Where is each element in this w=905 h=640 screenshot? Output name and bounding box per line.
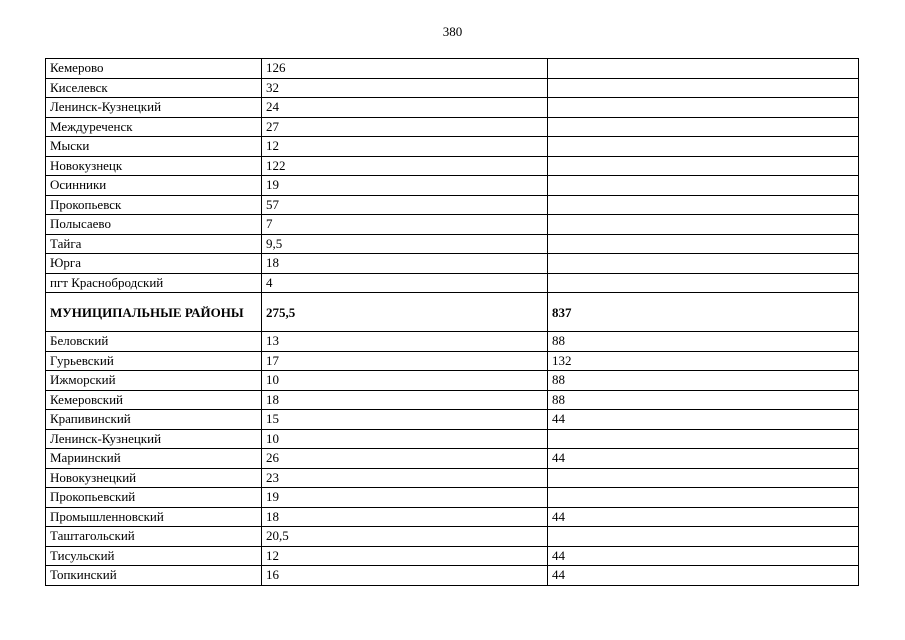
- row-extra-value-cell: [548, 117, 859, 137]
- row-name-cell: Новокузнецк: [46, 156, 262, 176]
- table-row: [46, 546, 859, 566]
- page-number: 380: [442, 24, 463, 39]
- table-row: [46, 488, 859, 508]
- row-value-cell: 19: [262, 176, 548, 196]
- table-body: [46, 59, 859, 586]
- row-extra-value-cell: [548, 195, 859, 215]
- row-extra-value-cell: 837: [548, 293, 859, 332]
- row-extra-value-cell: 44: [548, 507, 859, 527]
- row-name-cell: Тайга: [46, 234, 262, 254]
- table-row: [46, 468, 859, 488]
- row-value-cell: 57: [262, 195, 548, 215]
- table-row: [46, 117, 859, 137]
- row-extra-value-cell: [548, 254, 859, 274]
- row-extra-value-cell: [548, 527, 859, 547]
- row-value-cell: 10: [262, 371, 548, 391]
- table-row: [46, 234, 859, 254]
- table-row: [46, 449, 859, 469]
- row-value-cell: 15: [262, 410, 548, 430]
- row-extra-value-cell: [548, 468, 859, 488]
- row-extra-value-cell: [548, 59, 859, 79]
- table-row: [46, 390, 859, 410]
- row-extra-value-cell: [548, 215, 859, 235]
- row-value-cell: 10: [262, 429, 548, 449]
- row-value-cell: 4: [262, 273, 548, 293]
- row-extra-value-cell: 132: [548, 351, 859, 371]
- row-name-cell: Ленинск-Кузнецкий: [46, 98, 262, 118]
- row-extra-value-cell: [548, 176, 859, 196]
- table-row: [46, 566, 859, 586]
- row-name-cell: Киселевск: [46, 78, 262, 98]
- row-name-cell: Крапивинский: [46, 410, 262, 430]
- row-value-cell: 32: [262, 78, 548, 98]
- table-row: [46, 507, 859, 527]
- table-row: [46, 176, 859, 196]
- row-extra-value-cell: [548, 234, 859, 254]
- table-row: [46, 410, 859, 430]
- row-name-cell: Осинники: [46, 176, 262, 196]
- row-name-cell: Новокузнецкий: [46, 468, 262, 488]
- row-extra-value-cell: [548, 488, 859, 508]
- table-row: [46, 371, 859, 391]
- row-extra-value-cell: [548, 429, 859, 449]
- row-value-cell: 20,5: [262, 527, 548, 547]
- table-row: [46, 254, 859, 274]
- row-extra-value-cell: 88: [548, 371, 859, 391]
- row-extra-value-cell: 88: [548, 390, 859, 410]
- row-name-cell: МУНИЦИПАЛЬНЫЕ РАЙОНЫ: [46, 293, 262, 332]
- table-row: [46, 527, 859, 547]
- table-row: [46, 59, 859, 79]
- table-row: [46, 351, 859, 371]
- table-row: [46, 215, 859, 235]
- row-value-cell: 17: [262, 351, 548, 371]
- row-value-cell: 23: [262, 468, 548, 488]
- table-row: [46, 137, 859, 157]
- row-name-cell: пгт Краснобродский: [46, 273, 262, 293]
- row-value-cell: 12: [262, 137, 548, 157]
- row-name-cell: Полысаево: [46, 215, 262, 235]
- row-value-cell: 24: [262, 98, 548, 118]
- row-extra-value-cell: [548, 98, 859, 118]
- row-name-cell: Промышленновский: [46, 507, 262, 527]
- table-row: [46, 78, 859, 98]
- row-value-cell: 18: [262, 254, 548, 274]
- row-name-cell: Междуреченск: [46, 117, 262, 137]
- row-name-cell: Кемерово: [46, 59, 262, 79]
- row-value-cell: 126: [262, 59, 548, 79]
- row-name-cell: Юрга: [46, 254, 262, 274]
- row-name-cell: Тисульский: [46, 546, 262, 566]
- row-extra-value-cell: 44: [548, 449, 859, 469]
- row-extra-value-cell: 44: [548, 410, 859, 430]
- row-value-cell: 26: [262, 449, 548, 469]
- row-name-cell: Таштагольский: [46, 527, 262, 547]
- row-value-cell: 16: [262, 566, 548, 586]
- row-extra-value-cell: 44: [548, 566, 859, 586]
- row-name-cell: Топкинский: [46, 566, 262, 586]
- row-extra-value-cell: [548, 156, 859, 176]
- row-name-cell: Беловский: [46, 332, 262, 352]
- row-value-cell: 275,5: [262, 293, 548, 332]
- table-section-row: [46, 293, 859, 332]
- row-value-cell: 9,5: [262, 234, 548, 254]
- row-name-cell: Кемеровский: [46, 390, 262, 410]
- row-extra-value-cell: [548, 137, 859, 157]
- row-name-cell: Прокопьевск: [46, 195, 262, 215]
- row-value-cell: 13: [262, 332, 548, 352]
- row-name-cell: Гурьевский: [46, 351, 262, 371]
- row-name-cell: Прокопьевский: [46, 488, 262, 508]
- row-extra-value-cell: 44: [548, 546, 859, 566]
- row-name-cell: Ижморский: [46, 371, 262, 391]
- table-row: [46, 332, 859, 352]
- row-value-cell: 27: [262, 117, 548, 137]
- table-row: [46, 98, 859, 118]
- data-table: [45, 58, 859, 586]
- row-value-cell: 18: [262, 507, 548, 527]
- row-name-cell: Мариинский: [46, 449, 262, 469]
- row-name-cell: Мыски: [46, 137, 262, 157]
- row-value-cell: 18: [262, 390, 548, 410]
- table-row: [46, 429, 859, 449]
- row-name-cell: Ленинск-Кузнецкий: [46, 429, 262, 449]
- row-value-cell: 19: [262, 488, 548, 508]
- row-extra-value-cell: 88: [548, 332, 859, 352]
- table-row: [46, 156, 859, 176]
- table-row: [46, 273, 859, 293]
- row-value-cell: 7: [262, 215, 548, 235]
- row-extra-value-cell: [548, 78, 859, 98]
- row-value-cell: 12: [262, 546, 548, 566]
- row-extra-value-cell: [548, 273, 859, 293]
- row-value-cell: 122: [262, 156, 548, 176]
- table-row: [46, 195, 859, 215]
